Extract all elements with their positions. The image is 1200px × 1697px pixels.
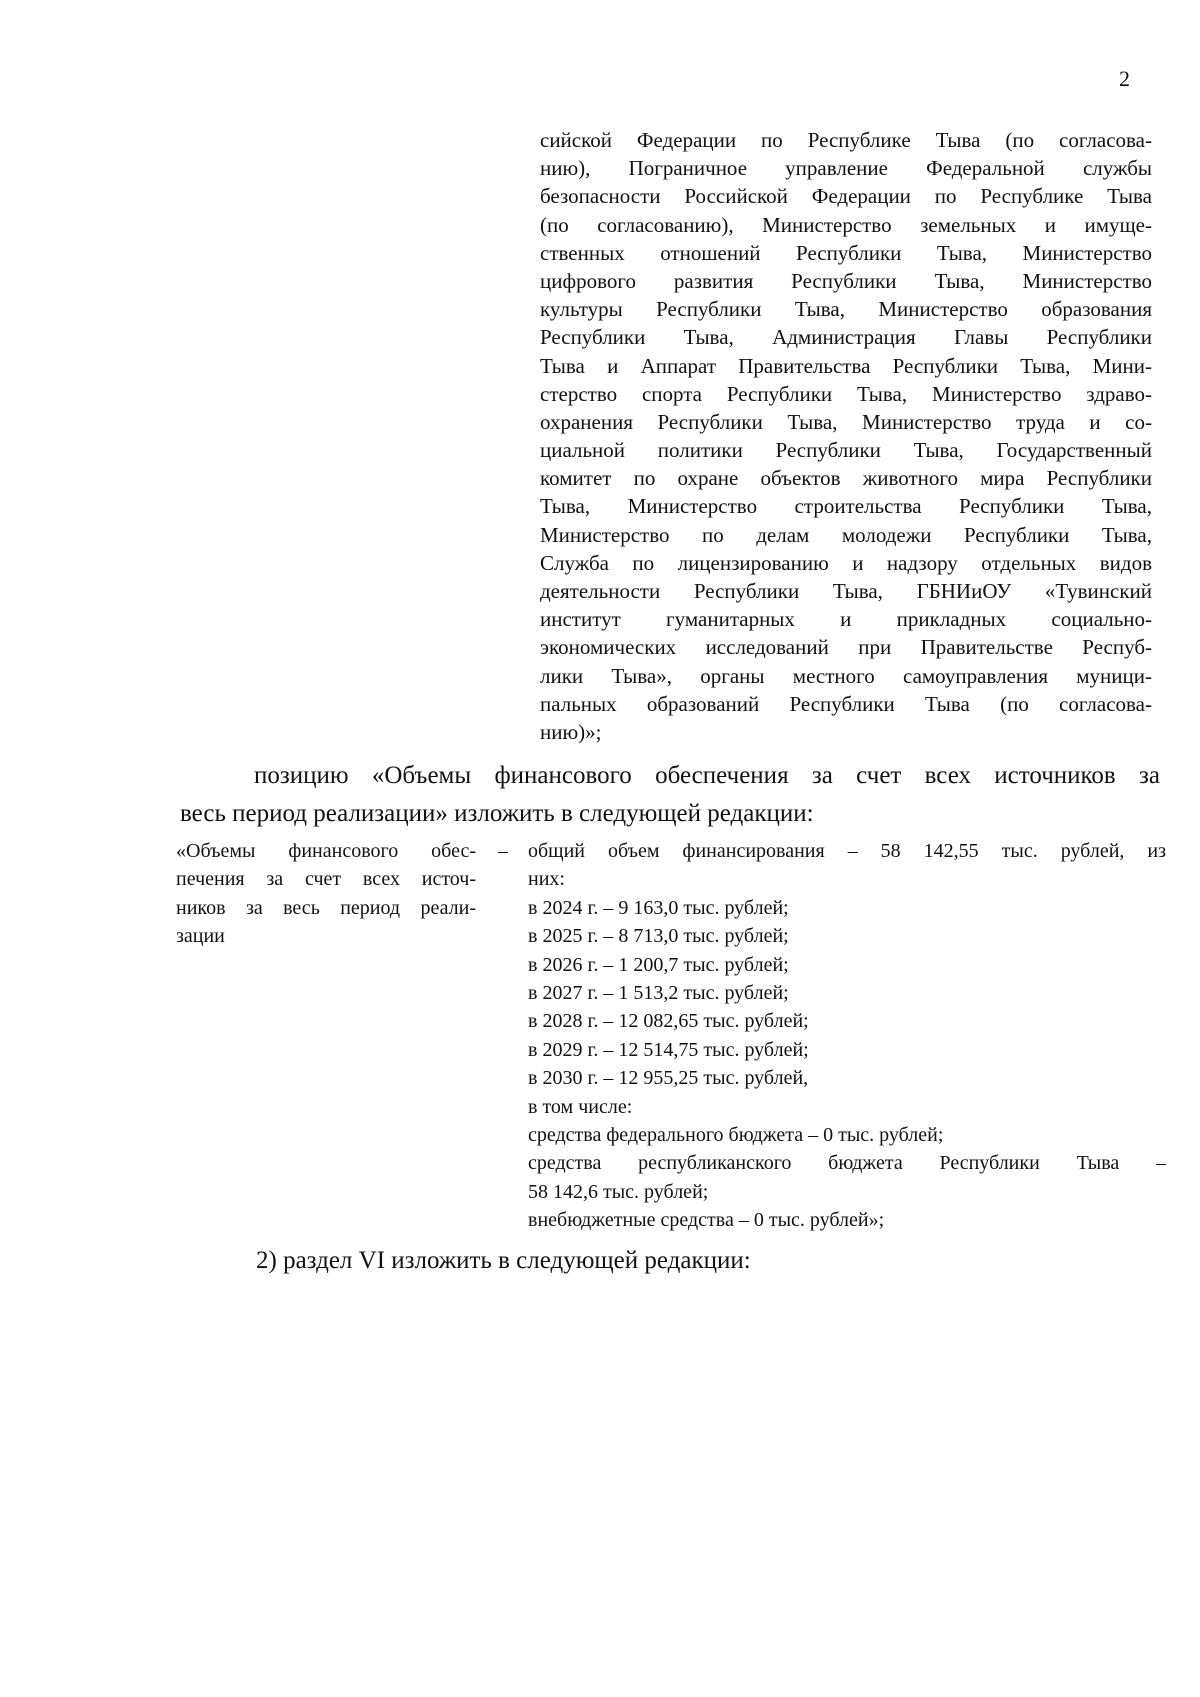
funding-row-value: [528, 837, 1166, 1235]
funding-value-line: в 2029 г. – 12 514,75 тыс. рублей;: [528, 1038, 809, 1061]
continuation-line: лики Тыва», органы местного самоуправления муници-: [540, 663, 1152, 688]
funding-value-line: них:: [528, 868, 565, 891]
funding-value-line: средства республиканского бюджета Республики Тыва –: [528, 1152, 1166, 1175]
funding-row-dash: –: [498, 840, 508, 862]
continuation-line: деятельности Республики Тыва, ГБНИиОУ «Тувинский: [540, 579, 1152, 603]
funding-value-line: 58 142,6 тыс. рублей;: [528, 1180, 709, 1203]
continuation-line: Республики Тыва, Администрация Главы Республики: [540, 325, 1152, 350]
funding-label-line: ников за весь период реали-: [176, 896, 476, 919]
funding-value-line: в 2024 г. – 9 163,0 тыс. рублей;: [528, 896, 789, 919]
section-paragraph: 2) раздел VI изложить в следующей редакции:: [256, 1247, 751, 1274]
continuation-line: цифрового развития Республики Тыва, Министерство: [540, 268, 1152, 293]
continuation-line: экономических исследований при Правительстве Респуб-: [540, 635, 1152, 660]
funding-value-line: в 2025 г. – 8 713,0 тыс. рублей;: [528, 925, 789, 948]
continuation-line: охранения Республики Тыва, Министерство труда и со-: [540, 409, 1152, 434]
funding-value-line: общий объем финансирования – 58 142,55 тыс. рублей, из: [528, 840, 1166, 862]
continuation-line: безопасности Российской Федерации по Республике Тыва: [540, 184, 1152, 209]
position-paragraph: [180, 757, 1160, 833]
funding-value-line: в 2027 г. – 1 513,2 тыс. рублей;: [528, 982, 789, 1005]
continuation-line: институт гуманитарных и прикладных социально-: [540, 607, 1152, 632]
funding-value-line: в 2026 г. – 1 200,7 тыс. рублей;: [528, 953, 789, 976]
funding-label-line: «Объемы финансового обес-: [176, 840, 476, 862]
continuation-line: нию)»;: [540, 719, 602, 744]
funding-value-line: внебюджетные средства – 0 тыс. рублей»;: [528, 1209, 885, 1232]
continuation-line: циальной политики Республики Тыва, Государственный: [540, 438, 1152, 463]
position-paragraph-line: позицию «Объемы финансового обеспечения за счет всех источников за: [254, 762, 1160, 789]
funding-value-line: в том числе:: [528, 1095, 633, 1118]
funding-value-line: в 2030 г. – 12 955,25 тыс. рублей,: [528, 1067, 809, 1090]
continuation-line: Министерство по делам молодежи Республики Тыва,: [540, 522, 1152, 547]
executors-continuation: [540, 126, 1152, 746]
funding-value-line: в 2028 г. – 12 082,65 тыс. рублей;: [528, 1010, 809, 1033]
continuation-line: Тыва и Аппарат Правительства Республики Тыва, Мини-: [540, 353, 1152, 378]
funding-value-line: средства федерального бюджета – 0 тыс. рублей;: [528, 1124, 944, 1147]
continuation-line: комитет по охране объектов животного мира Республики: [540, 466, 1152, 491]
continuation-line: (по согласованию), Министерство земельных и имуще-: [540, 212, 1152, 237]
continuation-line: стерство спорта Республики Тыва, Министерство здраво-: [540, 381, 1152, 406]
continuation-line: Тыва, Министерство строительства Республики Тыва,: [540, 494, 1152, 519]
funding-label-line: печения за счет всех источ-: [176, 868, 476, 891]
page-number: 2: [1119, 66, 1130, 91]
funding-row-label: [176, 837, 476, 951]
continuation-line: культуры Республики Тыва, Министерство образования: [540, 297, 1152, 322]
continuation-line: пальных образований Республики Тыва (по согласова-: [540, 691, 1152, 716]
continuation-line: Служба по лицензированию и надзору отдельных видов: [540, 550, 1152, 575]
continuation-line: сийской Федерации по Республике Тыва (по согласова-: [540, 128, 1152, 152]
continuation-line: ственных отношений Республики Тыва, Министерство: [540, 240, 1152, 265]
position-paragraph-line: весь период реализации» изложить в следующей редакции:: [180, 800, 814, 827]
funding-label-line: зации: [176, 925, 225, 948]
continuation-line: нию), Пограничное управление Федеральной службы: [540, 156, 1152, 181]
